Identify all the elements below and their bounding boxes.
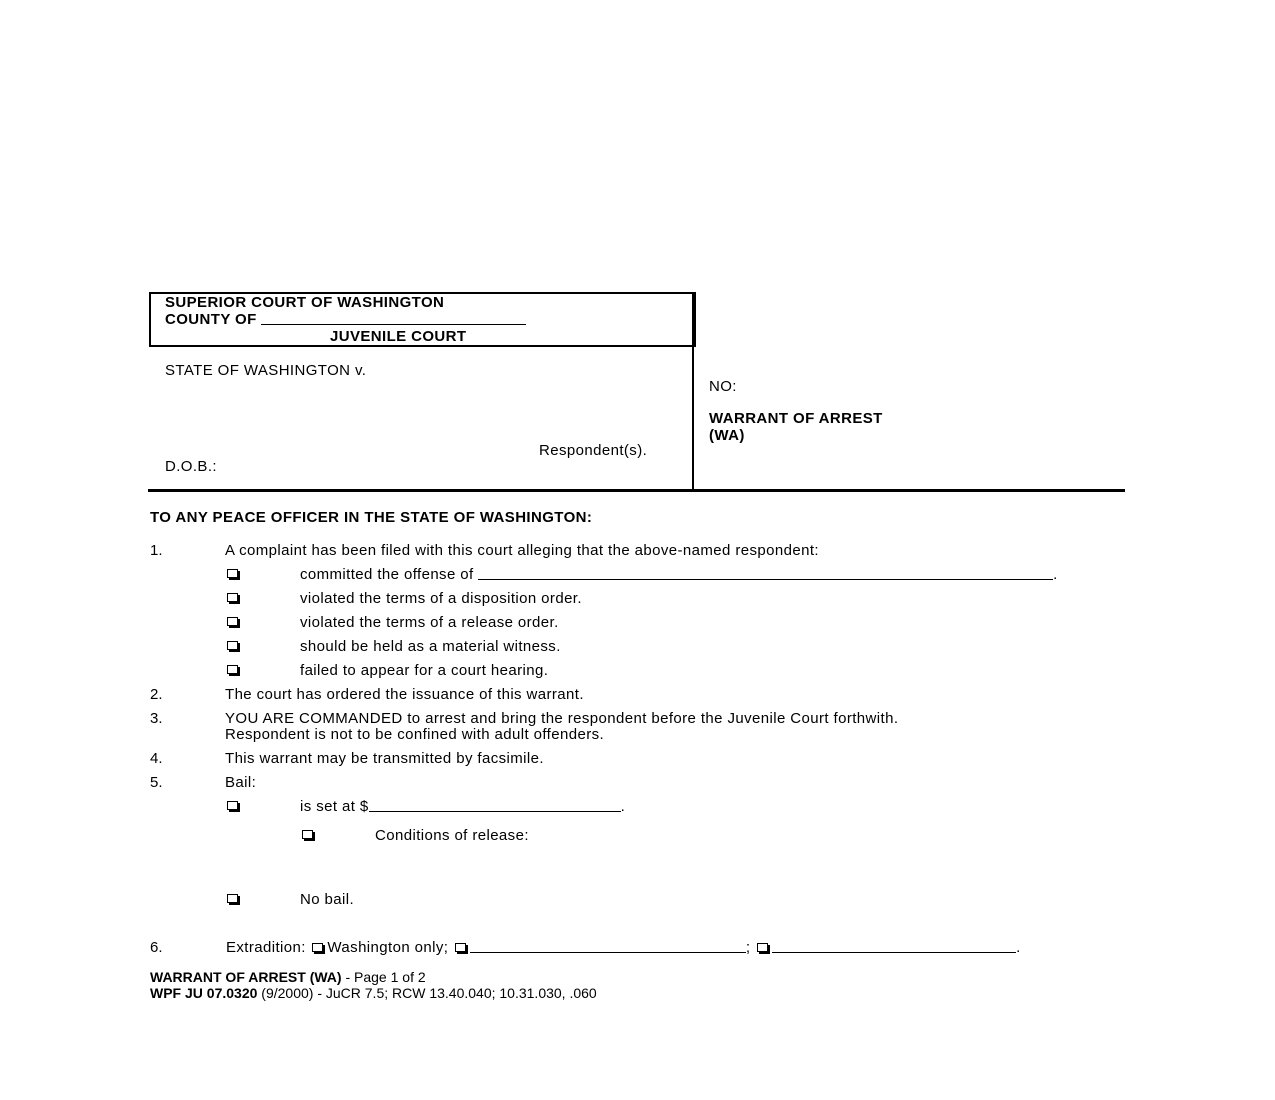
option-witness: should be held as a material witness. [300,638,561,655]
footer-line1 [150,969,426,986]
document-title: WARRANT OF ARREST [709,410,883,427]
option-offense-label: committed the offense of [300,566,474,583]
dob-label: D.O.B.: [165,458,217,475]
extradition-other-blank-2[interactable] [772,940,1016,953]
option-no-bail: No bail. [300,891,355,908]
item-number-5: 5. [150,774,163,791]
item-number-4: 4. [150,750,163,767]
item-text-3b: Respondent is not to be confined with adult offenders. [225,726,605,743]
bail-set-label: is set at $ [300,798,369,815]
option-release: violated the terms of a release order. [300,614,559,631]
item-text-1: A complaint has been filed with this court alleging that the above-named respondent: [225,542,819,559]
county-line [165,311,526,328]
item-text-4: This warrant may be transmitted by facsimile. [225,750,544,767]
checkbox-washington-only[interactable] [312,943,323,952]
item-text-3a: YOU ARE COMMANDED to arrest and bring the respondent before the Juvenile Court forthwith. [225,710,899,727]
county-label: COUNTY OF [165,311,257,328]
checkbox-conditions[interactable] [302,830,313,839]
checkbox-witness[interactable] [227,641,238,650]
extradition-line: Extradition: Washington only; ; . [226,939,1021,956]
option-conditions: Conditions of release: [375,827,529,844]
footer-form-code: WPF JU 07.0320 [150,985,258,1001]
item-text-2: The court has ordered the issuance of this warrant. [225,686,584,703]
checkbox-extradition-other-2[interactable] [757,943,768,952]
washington-only-label: Washington only; [327,939,449,956]
checkbox-disposition[interactable] [227,593,238,602]
footer-title: WARRANT OF ARREST (WA) [150,969,342,985]
option-bail-set: is set at $ . [300,798,626,815]
court-name-line1: SUPERIOR COURT OF WASHINGTON [165,294,445,311]
respondent-label: Respondent(s). [539,442,648,459]
juvenile-court-label: JUVENILE COURT [330,328,467,345]
caption-divider [692,292,694,491]
item-text-5: Bail: [225,774,257,791]
checkbox-extradition-other[interactable] [455,943,466,952]
bail-amount-blank[interactable] [369,799,621,812]
document-code: (WA) [709,427,745,444]
extradition-label: Extradition: [226,939,306,956]
option-appear: failed to appear for a court hearing. [300,662,549,679]
item-number-2: 2. [150,686,163,703]
checkbox-bail-set[interactable] [227,801,238,810]
caption-bottom-rule [148,489,1125,492]
footer-citation: (9/2000) - JuCR 7.5; RCW 13.40.040; 10.31.030, .060 [261,985,597,1001]
option-offense: committed the offense of . [300,566,1058,583]
state-v-label: STATE OF WASHINGTON v. [165,362,367,379]
option-disposition: violated the terms of a disposition order. [300,590,582,607]
item-number-1: 1. [150,542,163,559]
footer-line2 [150,985,597,1002]
offense-blank[interactable] [478,567,1053,580]
item-number-6: 6. [150,939,163,956]
checkbox-no-bail[interactable] [227,894,238,903]
salutation: TO ANY PEACE OFFICER IN THE STATE OF WASHINGTON: [150,509,593,526]
county-blank[interactable] [261,312,526,325]
extradition-other-blank[interactable] [470,940,746,953]
item-number-3: 3. [150,710,163,727]
checkbox-appear[interactable] [227,665,238,674]
footer-page: - Page 1 of 2 [345,969,426,985]
case-number-label: NO: [709,378,737,395]
checkbox-release[interactable] [227,617,238,626]
checkbox-offense[interactable] [227,569,238,578]
